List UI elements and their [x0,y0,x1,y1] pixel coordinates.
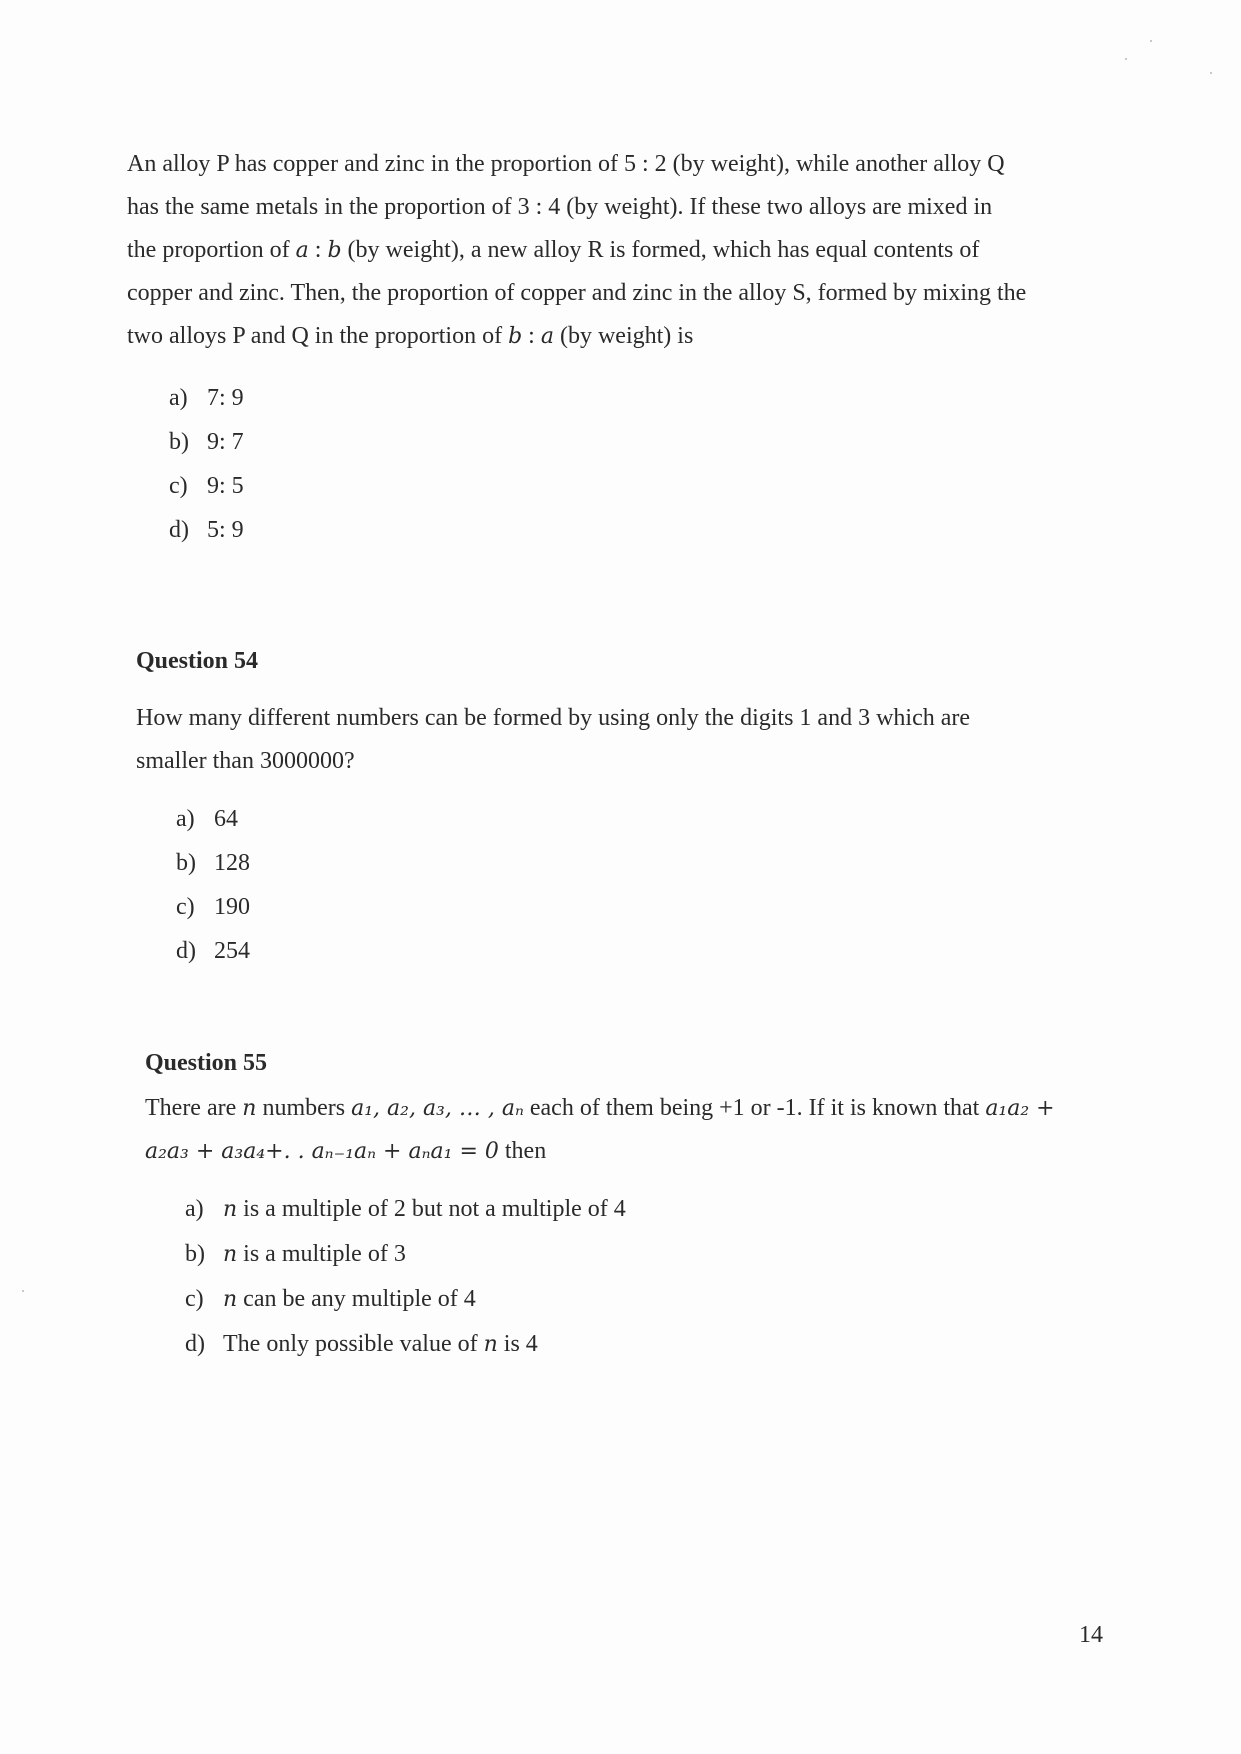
question-55-text [145,1087,1090,1173]
q55-option-c: c) n can be any multiple of 4 [185,1286,476,1312]
q53-line-4: copper and zinc. Then, the proportion of copper and zinc in the alloy S, formed by mixing the [127,280,1027,306]
question-54-heading: Question 54 [136,648,259,674]
q55-line-1: There are n numbers a₁, a₂, a₃, … , aₙ each of them being +1 or -1. If it is known that a₁a₂ + [145,1095,1055,1121]
q54-line-2: smaller than 3000000? [136,748,355,774]
q53-option-d: d) 5: 9 [169,517,244,543]
question-53-text [127,143,1087,358]
page-number: 14 [1079,1622,1103,1648]
q54-line-1: How many different numbers can be formed by using only the digits 1 and 3 which are [136,705,971,731]
q55-line-2: a₂a₃ + a₃a₄+. . aₙ₋₁aₙ + aₙa₁ = 0 then [145,1138,547,1164]
q53-option-a: a) 7: 9 [169,385,244,411]
q53-line-3: the proportion of a : b (by weight), a new alloy R is formed, which has equal contents of [127,237,980,263]
scan-speck [1210,72,1212,74]
q54-option-b: b) 128 [176,850,250,876]
q55-options [185,1187,1090,1367]
question-55-heading: Question 55 [145,1050,268,1076]
q54-options [176,797,1086,973]
q53-option-b: b) 9: 7 [169,429,244,455]
scan-speck [1150,40,1152,42]
scan-speck [1125,58,1127,60]
q55-option-a: a) n is a multiple of 2 but not a multiple of 4 [185,1196,626,1222]
question-53 [127,143,1087,552]
q54-option-d: d) 254 [176,938,250,964]
question-55 [145,1042,1090,1367]
q54-option-a: a) 64 [176,806,238,832]
q53-option-c: c) 9: 5 [169,473,244,499]
q53-line-2: has the same metals in the proportion of 3 : 4 (by weight). If these two alloys are mixed in [127,194,993,220]
q55-option-b: b) n is a multiple of 3 [185,1241,406,1267]
q53-line-1: An alloy P has copper and zinc in the proportion of 5 : 2 (by weight), while another alloy Q [127,151,1005,177]
q55-option-d: d) The only possible value of n is 4 [185,1331,538,1357]
q54-option-c: c) 190 [176,894,250,920]
q53-options [169,376,1087,552]
q53-line-5: two alloys P and Q in the proportion of b : a (by weight) is [127,323,694,349]
scan-speck [22,1290,24,1292]
question-54 [136,640,1086,973]
question-54-text [136,697,1086,783]
